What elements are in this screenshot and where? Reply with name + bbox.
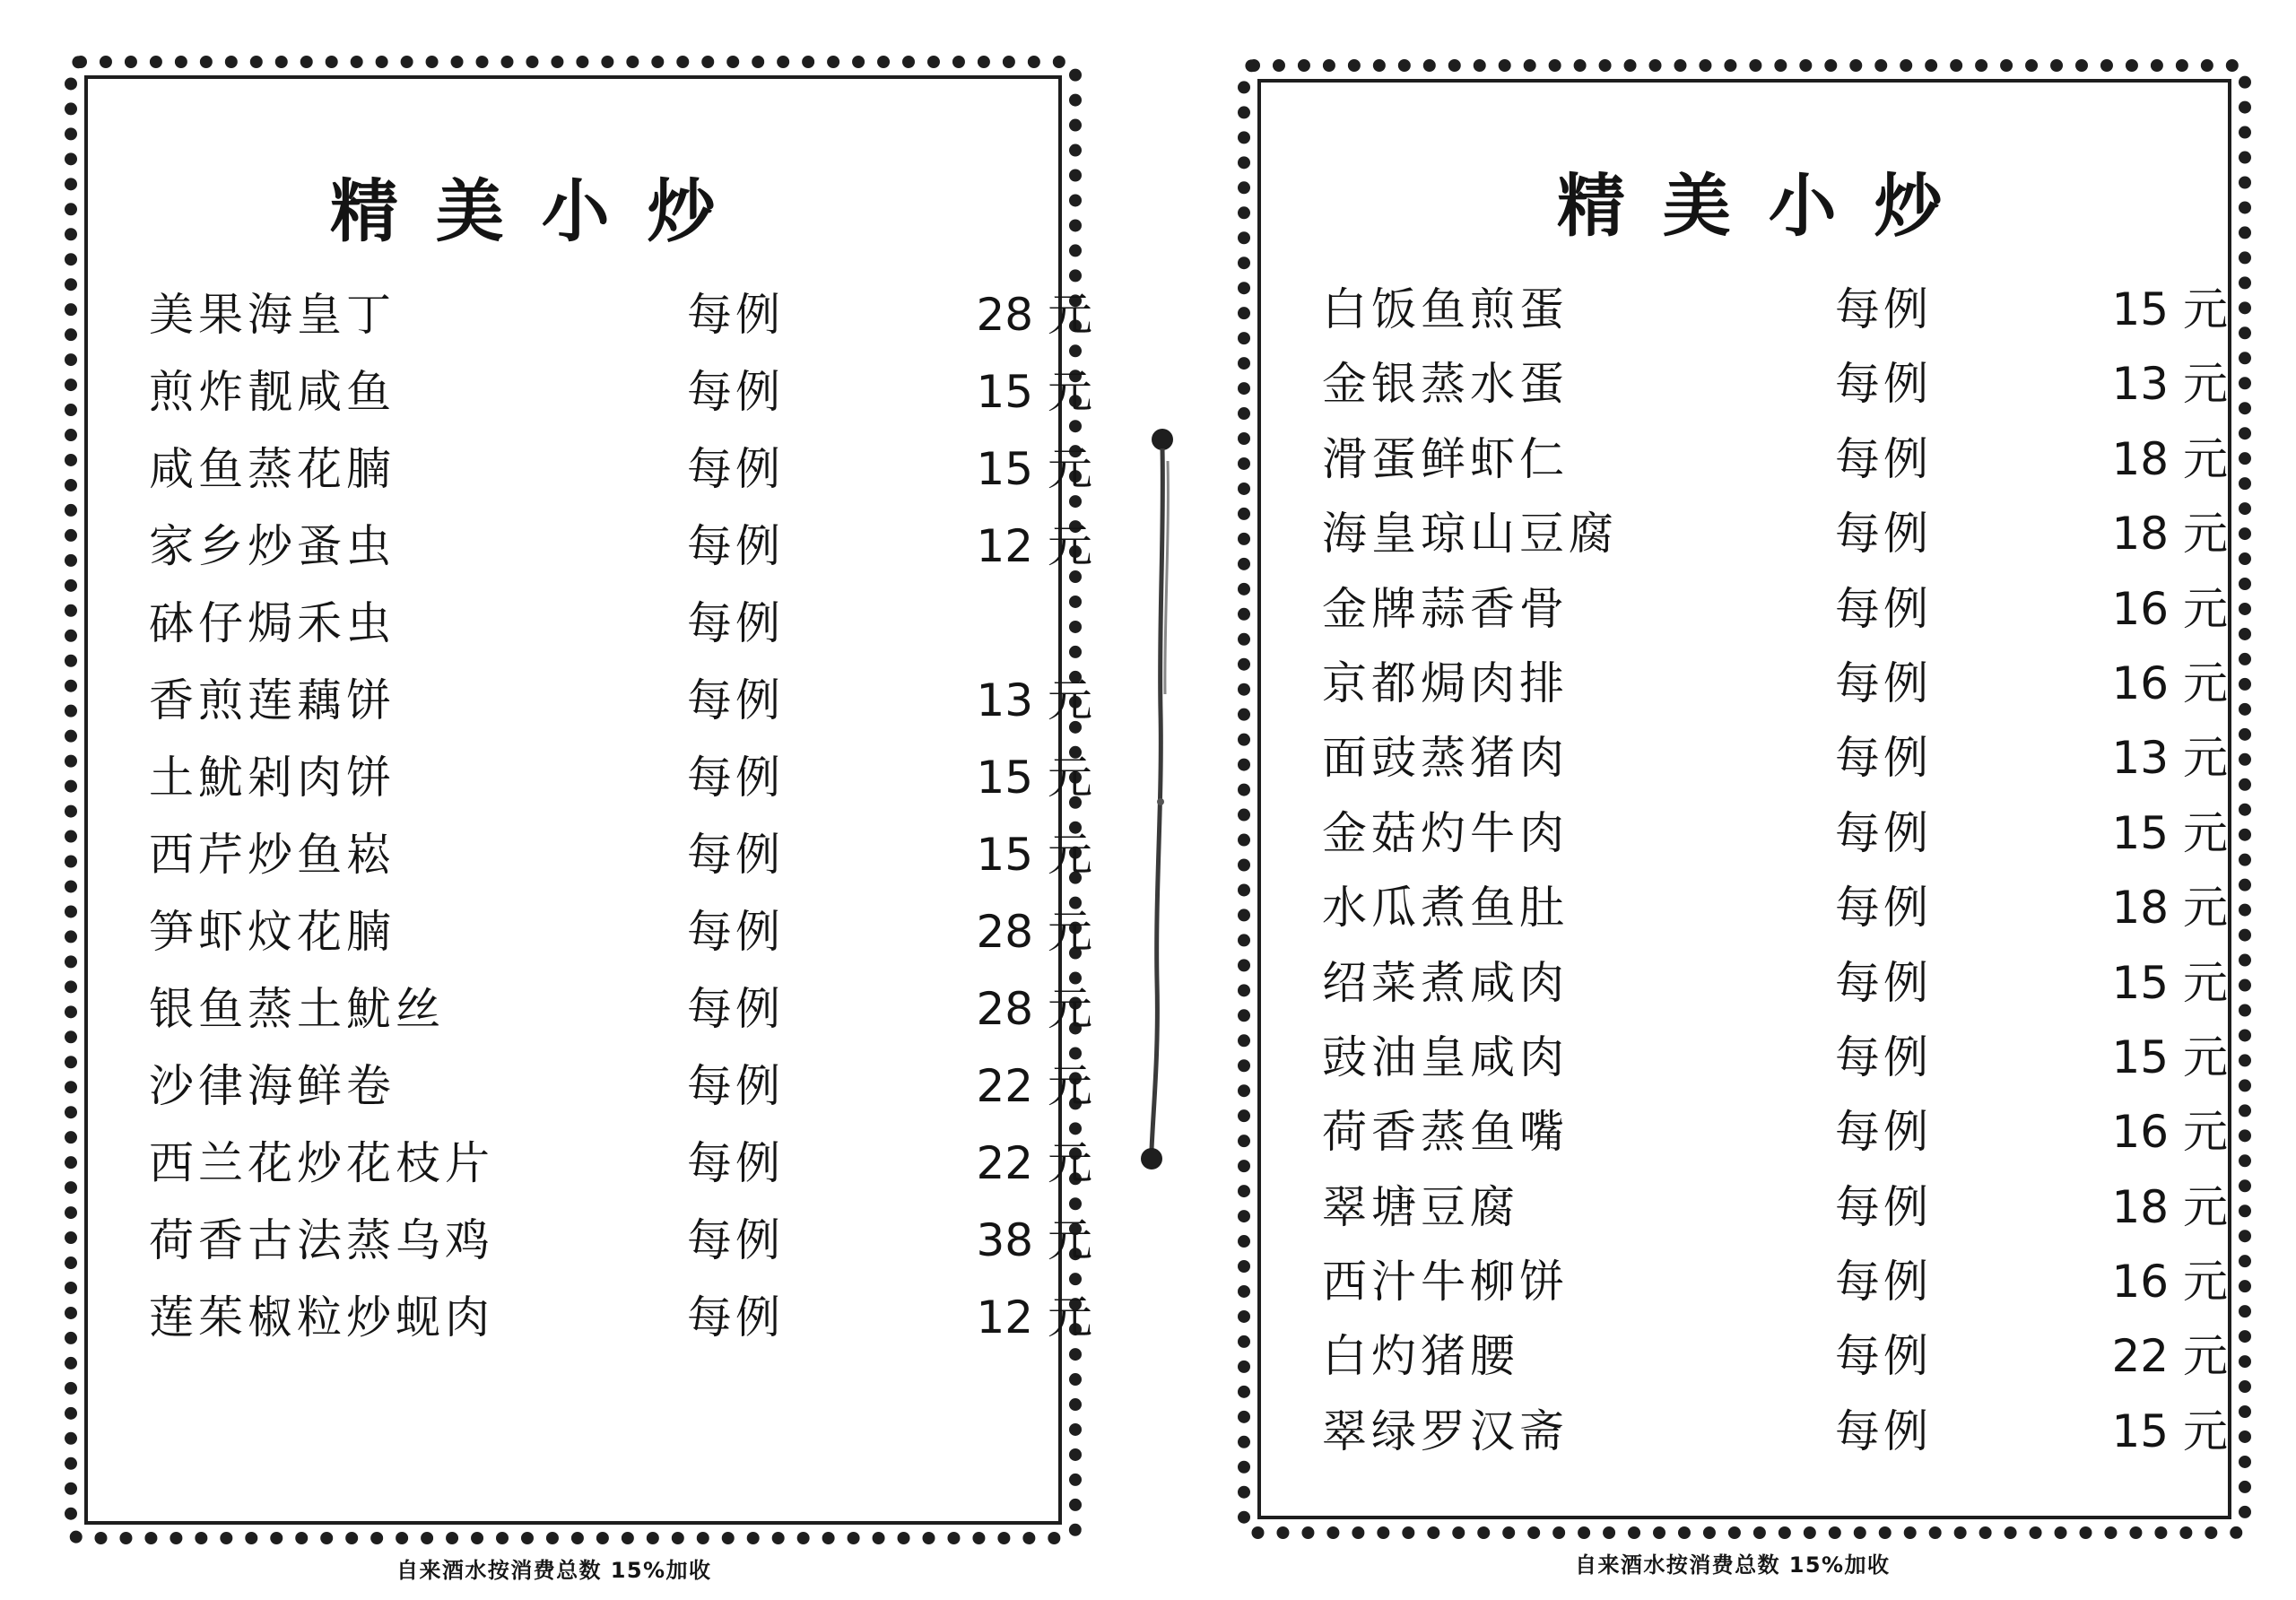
dish-price: 13 元 xyxy=(976,674,1092,726)
dish-name: 西芹炒鱼崧 xyxy=(149,829,396,881)
menu-item xyxy=(149,1214,1092,1295)
menu-item xyxy=(1322,582,2228,661)
dish-unit: 每例 xyxy=(687,597,784,649)
dish-price: 15 元 xyxy=(2111,1404,2228,1457)
dish-price: 22 元 xyxy=(2111,1330,2228,1383)
menu-item xyxy=(1322,508,2228,586)
dish-unit: 每例 xyxy=(687,1137,784,1189)
dish-name: 砵仔焗禾虫 xyxy=(149,597,396,649)
dish-price: 28 元 xyxy=(976,983,1092,1035)
dish-name: 面豉蒸猪肉 xyxy=(1322,732,1569,785)
dish-unit: 每例 xyxy=(1835,1030,1932,1083)
dish-name: 荷香古法蒸乌鸡 xyxy=(149,1214,494,1266)
menu-item xyxy=(149,983,1092,1064)
dish-unit: 每例 xyxy=(1835,1404,1932,1457)
dish-unit: 每例 xyxy=(1835,508,1932,561)
dish-price: 15 元 xyxy=(976,752,1092,804)
menu-item xyxy=(149,829,1092,909)
dish-unit: 每例 xyxy=(687,752,784,804)
menu-item xyxy=(149,443,1092,524)
service-charge-note: 自来酒水按消费总数 15%加收 xyxy=(1575,1552,1891,1578)
dish-price: 15 元 xyxy=(2111,1030,2228,1083)
menu-item xyxy=(149,674,1092,755)
dish-name: 沙律海鲜卷 xyxy=(149,1060,396,1112)
dish-name: 金银蒸水蛋 xyxy=(1322,358,1569,411)
dish-price: 16 元 xyxy=(2111,582,2228,635)
dish-unit: 每例 xyxy=(687,906,784,958)
menu-item xyxy=(1322,1256,2228,1334)
dish-price: 15 元 xyxy=(976,366,1092,418)
dish-unit: 每例 xyxy=(1835,283,1932,335)
dish-name: 白饭鱼煎蛋 xyxy=(1322,283,1569,335)
menu-item xyxy=(149,520,1092,601)
dish-unit: 每例 xyxy=(687,289,784,341)
dish-unit: 每例 xyxy=(1835,432,1932,485)
dish-unit: 每例 xyxy=(1835,358,1932,411)
dish-price: 15 元 xyxy=(976,443,1092,495)
menu-item xyxy=(149,1060,1092,1141)
menu-item xyxy=(1322,283,2228,361)
dish-name: 海皇琼山豆腐 xyxy=(1322,508,1618,561)
dish-price: 18 元 xyxy=(2111,508,2228,561)
menu-item xyxy=(1322,1106,2228,1184)
menu-item xyxy=(149,1291,1092,1372)
menu-item xyxy=(149,366,1092,447)
dish-price: 22 元 xyxy=(976,1060,1092,1112)
menu-item xyxy=(1322,432,2228,511)
dish-name: 京都焗肉排 xyxy=(1322,657,1569,709)
dish-name: 翠塘豆腐 xyxy=(1322,1180,1519,1233)
dish-unit: 每例 xyxy=(1835,1106,1932,1159)
binding-string xyxy=(1137,425,1173,1178)
menu-item xyxy=(149,906,1092,987)
dish-name: 莲茱椒粒炒蚬肉 xyxy=(149,1291,494,1343)
dish-unit: 每例 xyxy=(1835,1256,1932,1309)
dish-unit: 每例 xyxy=(687,443,784,495)
dish-price: 12 元 xyxy=(976,520,1092,572)
dish-price: 18 元 xyxy=(2111,432,2228,485)
dish-name: 家乡炒蚤虫 xyxy=(149,520,396,572)
dish-name: 荷香蒸鱼嘴 xyxy=(1322,1106,1569,1159)
dish-unit: 每例 xyxy=(1835,657,1932,709)
dish-price: 15 元 xyxy=(2111,283,2228,335)
menu-item xyxy=(149,289,1092,370)
menu-page-left xyxy=(65,56,1092,1544)
dish-price: 16 元 xyxy=(2111,657,2228,709)
dish-name: 金菇灼牛肉 xyxy=(1322,806,1569,859)
dish-price: 13 元 xyxy=(2111,358,2228,411)
service-charge-note: 自来酒水按消费总数 15%加收 xyxy=(396,1558,712,1583)
menu-item xyxy=(149,597,1046,678)
dish-price: 16 元 xyxy=(2111,1106,2228,1159)
dish-price: 28 元 xyxy=(976,289,1092,341)
dish-name: 笋虾炆花腩 xyxy=(149,906,396,958)
menu-item xyxy=(1322,1180,2228,1259)
dish-price: 15 元 xyxy=(2111,956,2228,1009)
dish-name: 咸鱼蒸花腩 xyxy=(149,443,396,495)
dish-name: 翠绿罗汉斋 xyxy=(1322,1404,1569,1457)
menu-item xyxy=(1322,1030,2228,1109)
dish-unit: 每例 xyxy=(687,829,784,881)
dish-price: 16 元 xyxy=(2111,1256,2228,1309)
dish-unit: 每例 xyxy=(1835,732,1932,785)
dish-unit: 每例 xyxy=(687,366,784,418)
menu-item xyxy=(1322,1330,2228,1408)
dish-unit: 每例 xyxy=(687,1214,784,1266)
dish-unit: 每例 xyxy=(1835,956,1932,1009)
dish-name: 金牌蒜香骨 xyxy=(1322,582,1569,635)
dish-unit: 每例 xyxy=(687,1291,784,1343)
menu-item xyxy=(1322,956,2228,1035)
dish-unit: 每例 xyxy=(687,1060,784,1112)
dish-name: 豉油皇咸肉 xyxy=(1322,1030,1569,1083)
dish-price: 15 元 xyxy=(2111,806,2228,859)
dish-name: 煎炸靓咸鱼 xyxy=(149,366,396,418)
dish-price: 15 元 xyxy=(976,829,1092,881)
dish-price: 18 元 xyxy=(2111,882,2228,935)
menu-item xyxy=(1322,882,2228,960)
dish-name: 银鱼蒸土魷丝 xyxy=(149,983,445,1035)
dish-name: 绍菜煮咸肉 xyxy=(1322,956,1569,1009)
menu-item xyxy=(1322,1404,2228,1483)
dish-unit: 每例 xyxy=(687,520,784,572)
dish-unit: 每例 xyxy=(687,674,784,726)
menu-page-right xyxy=(1238,59,2251,1539)
dish-price: 28 元 xyxy=(976,906,1092,958)
page-title: 精美小炒 xyxy=(1557,166,1980,246)
dish-name: 美果海皇丁 xyxy=(149,289,396,341)
dish-unit: 每例 xyxy=(1835,1180,1932,1233)
dish-name: 水瓜煮鱼肚 xyxy=(1322,882,1569,935)
menu-item xyxy=(1322,657,2228,735)
dish-price: 22 元 xyxy=(976,1137,1092,1189)
dish-unit: 每例 xyxy=(687,983,784,1035)
dish-price: 38 元 xyxy=(976,1214,1092,1266)
dish-price: 12 元 xyxy=(976,1291,1092,1343)
dish-name: 滑蛋鲜虾仁 xyxy=(1322,432,1569,485)
page-title: 精美小炒 xyxy=(330,171,753,251)
menu-list xyxy=(1322,283,2228,1483)
menu-item xyxy=(1322,806,2228,885)
dish-price: 18 元 xyxy=(2111,1180,2228,1233)
dish-name: 香煎莲藕饼 xyxy=(149,674,396,726)
dish-unit: 每例 xyxy=(1835,882,1932,935)
dish-name: 西兰花炒花枝片 xyxy=(149,1137,494,1189)
dish-unit: 每例 xyxy=(1835,582,1932,635)
dish-name: 西汁牛柳饼 xyxy=(1322,1256,1569,1309)
dish-unit: 每例 xyxy=(1835,1330,1932,1383)
dish-name: 白灼猪腰 xyxy=(1322,1330,1519,1383)
menu-item xyxy=(1322,732,2228,810)
menu-item xyxy=(1322,358,2228,436)
menu-item xyxy=(149,752,1092,832)
menu-item xyxy=(149,1137,1092,1218)
menu-list xyxy=(149,289,1092,1372)
dish-unit: 每例 xyxy=(1835,806,1932,859)
dish-name: 土魷剁肉饼 xyxy=(149,752,396,804)
dish-price: 13 元 xyxy=(2111,732,2228,785)
